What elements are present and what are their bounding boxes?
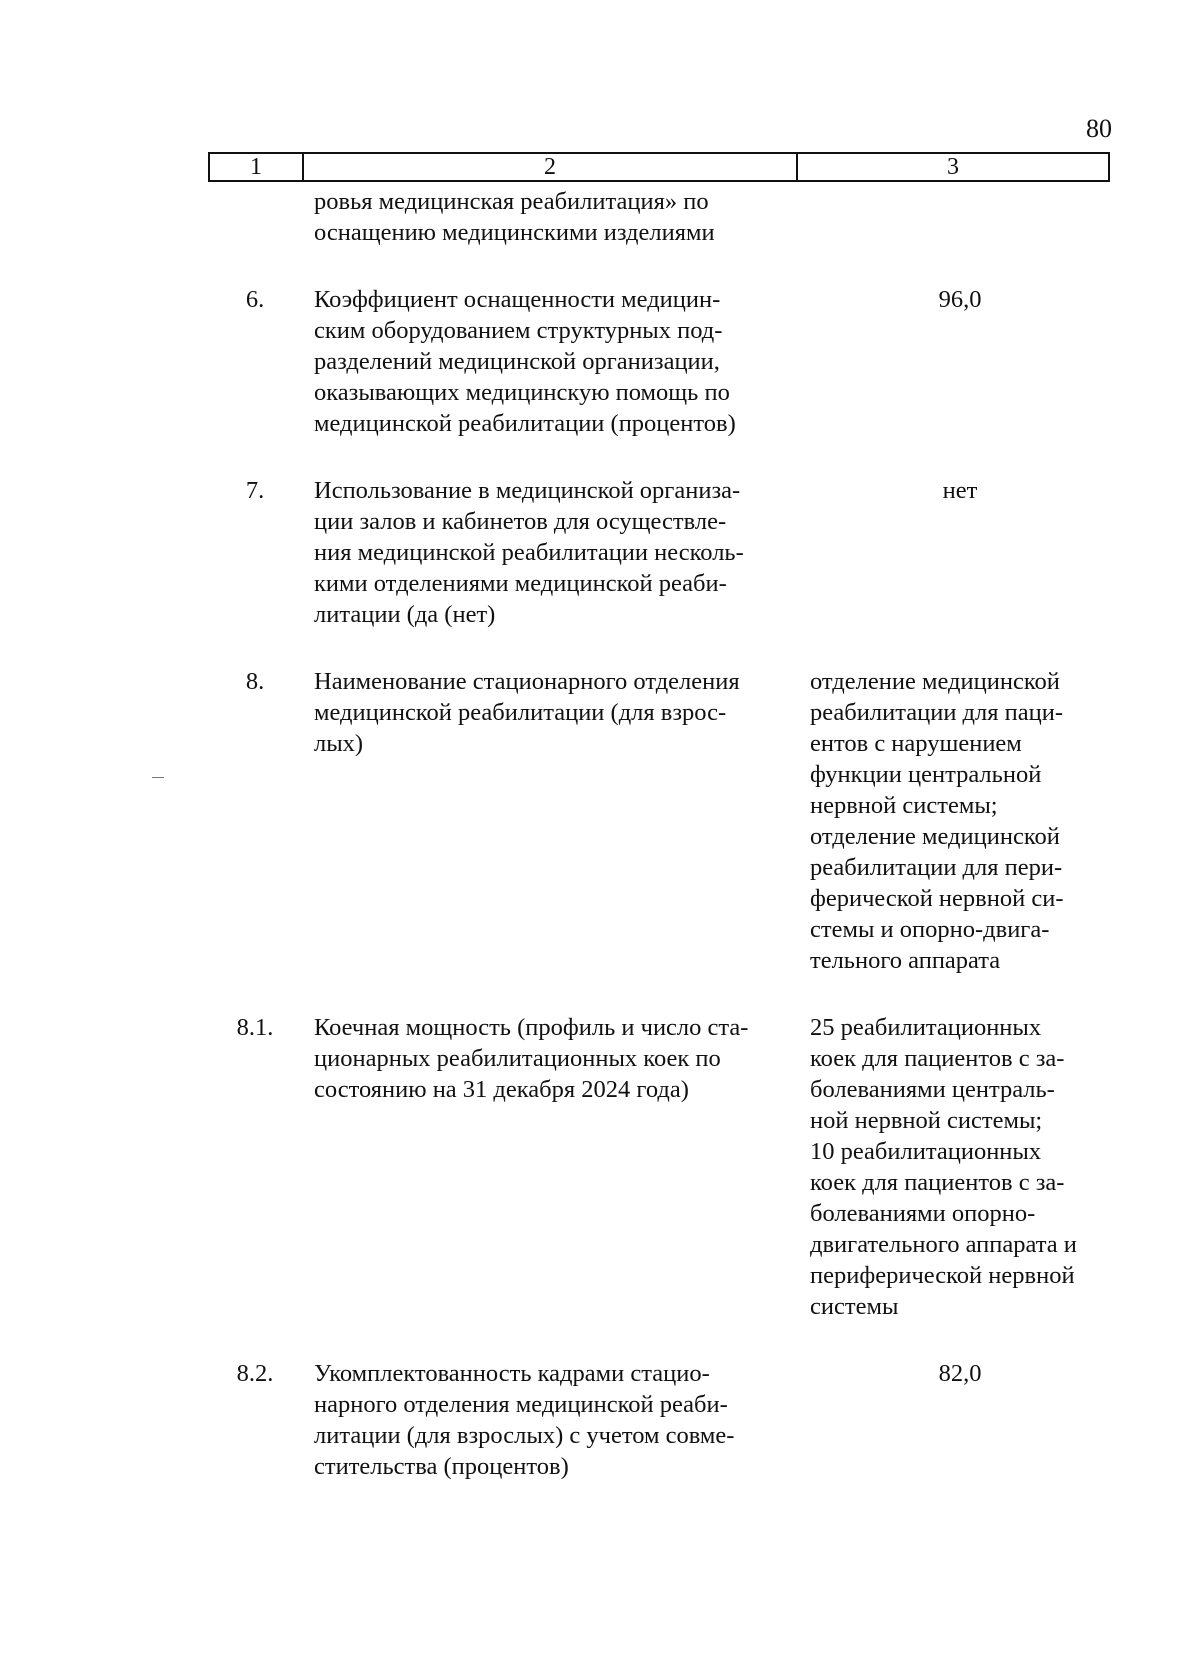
table-row-8 (208, 666, 1110, 976)
row-number: 8. (245, 668, 265, 695)
row-name: Наименование стационарного отделения медицинской реабилитации (для взрос- лых) (314, 668, 740, 757)
table-row-7 (208, 475, 1110, 630)
row-number: 8.1. (236, 1014, 274, 1041)
table-body (208, 186, 1110, 1482)
row-name: Коечная мощность (профиль и число ста- ционарных реабилитационных коек по состоянию на 31 декабря 2024 года) (314, 1014, 749, 1103)
margin-mark (152, 777, 164, 778)
row-number: 6. (245, 286, 265, 313)
row-value: 96,0 (938, 286, 982, 313)
row-value: 25 реабилитационных коек для пациентов с за- болеваниями централь- ной нервной системы; 10 реабилитационных коек для пациентов с за- болеваниями опорно- двигательного аппарата и периферической нервной системы (810, 1014, 1077, 1320)
page-number: 80 (1086, 114, 1112, 143)
row-value: 82,0 (938, 1360, 982, 1387)
table-row-8-2 (208, 1358, 1110, 1482)
column-header-2: 2 (304, 154, 798, 180)
row-name: Использование в медицинской организа- ции залов и кабинетов для осуществле- ния медицинской реабилитации несколь- кими отделениями медицинской реаби- литации (да (нет) (314, 477, 744, 628)
row-number: 8.2. (236, 1360, 274, 1387)
column-header-row (208, 152, 1110, 182)
column-header-1: 1 (210, 154, 304, 180)
table-row-6 (208, 284, 1110, 439)
row-value: нет (942, 477, 978, 504)
table-row-continuation (208, 186, 1110, 248)
row-name: Укомплектованность кадрами стацио- нарного отделения медицинской реаби- литации (для взрослых) с учетом совме- стительства (процентов) (314, 1360, 735, 1480)
row-value: отделение медицинской реабилитации для паци- ентов с нарушением функции центральной нервной системы; отделение медицинской реабилитации для пери- ферической нервной си- стемы и опорно-двига- тельного аппарата (810, 668, 1064, 974)
table-row-8-1 (208, 1012, 1110, 1322)
row-name: Коэффициент оснащенности медицин- ским оборудованием структурных под- разделений медицинской организации, оказывающих медицинскую помощь по медицинской реабилитации (процентов) (314, 286, 736, 437)
column-header-3: 3 (947, 154, 959, 180)
row-number: 7. (245, 477, 265, 504)
row-name: ровья медицинская реабилитация» по оснащению медицинскими изделиями (314, 188, 715, 246)
